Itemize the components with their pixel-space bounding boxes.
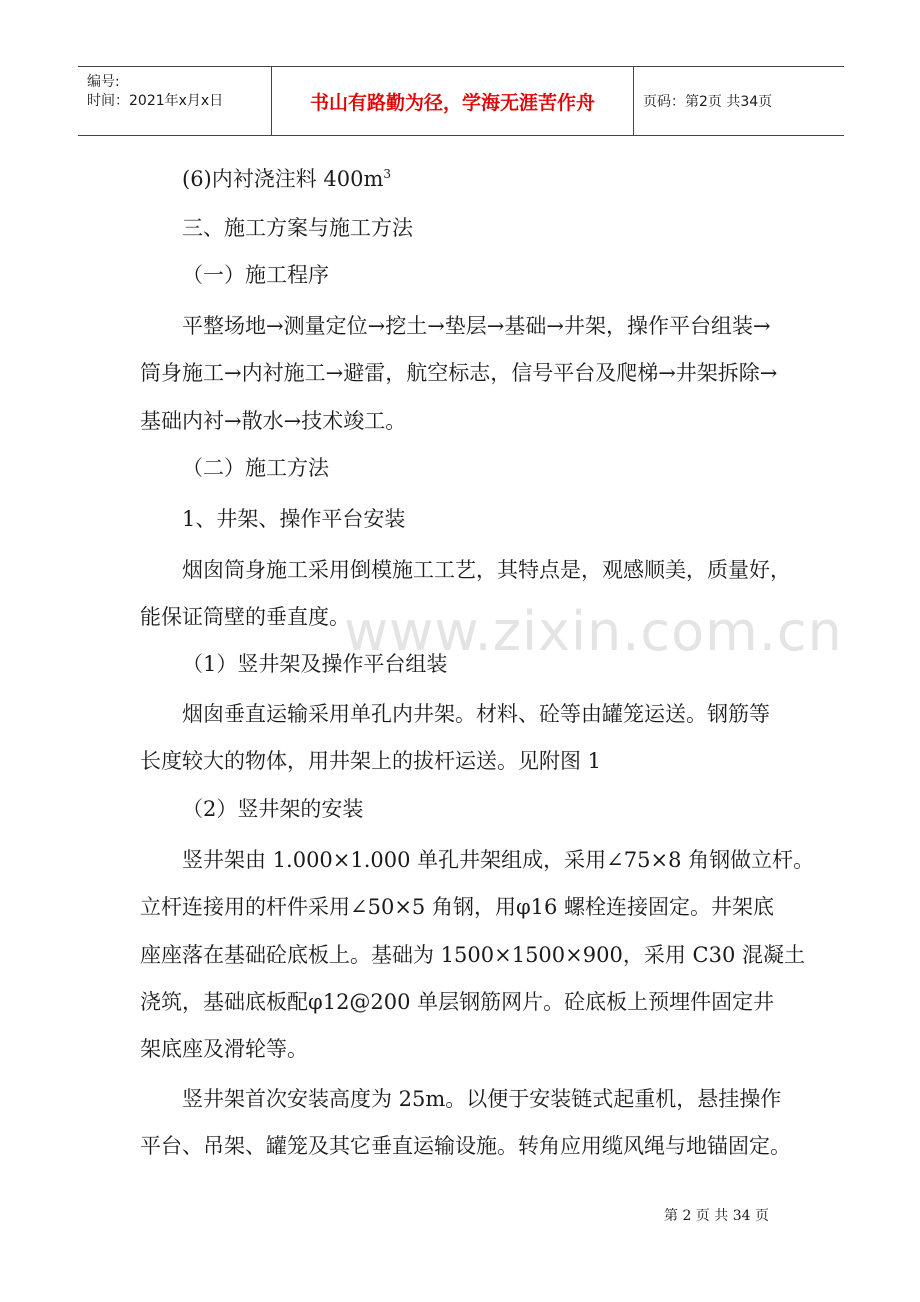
watermark: www.zixin.com.cn bbox=[344, 600, 843, 663]
procedure-line-1: 平整场地→测量定位→挖土→垫层→基础→井架，操作平台组装→ bbox=[182, 314, 771, 338]
paragraph-2-line-2: 长度较大的物体，用井架上的拔杆运送。见附图 1 bbox=[140, 749, 602, 773]
paragraph-2-line-1: 烟囱垂直运输采用单孔内井架。材料、砼等由罐笼运送。钢筋等 bbox=[182, 702, 770, 726]
paragraph-3-line-5: 架底座及滑轮等。 bbox=[140, 1037, 308, 1061]
header-motto-cell bbox=[272, 67, 634, 135]
header-motto: 书山有路勤为径，学海无涯苦作舟 bbox=[309, 92, 595, 114]
paragraph-3-line-2: 立杆连接用的杆件采用∠50×5 角钢，用φ16 螺栓连接固定。井架底 bbox=[140, 895, 775, 919]
subsection-heading-1: （一）施工程序 bbox=[182, 263, 329, 287]
document-date-label: 时间：2021年x月x日 bbox=[87, 93, 224, 109]
procedure-line-2: 筒身施工→内衬施工→避雷，航空标志，信号平台及爬梯→井架拆除→ bbox=[140, 361, 778, 385]
list-item-6-text: (6)内衬浇注料 400m bbox=[182, 167, 384, 191]
list-item-6 bbox=[140, 156, 780, 203]
page-footer: 第 2 页 共 34 页 bbox=[664, 1208, 769, 1224]
paragraph-4-line-2: 平台、吊架、罐笼及其它垂直运输设施。转角应用缆风绳与地锚固定。 bbox=[140, 1134, 791, 1158]
paragraph-1-line-1: 烟囱筒身施工采用倒模施工工艺，其特点是，观感顺美，质量好， bbox=[182, 558, 791, 582]
sub-item-heading-1: （1）竖井架及操作平台组装 bbox=[182, 652, 448, 676]
paragraph-3-line-3: 座座落在基础砼底板上。基础为 1500×1500×900，采用 C30 混凝土 bbox=[140, 943, 805, 967]
paragraph-3-line-1: 竖井架由 1.000×1.000 单孔井架组成，采用∠75×8 角钢做立杆。 bbox=[182, 848, 815, 872]
header-meta-cell bbox=[78, 67, 272, 135]
sub-item-heading-2: （2）竖井架的安装 bbox=[182, 797, 364, 821]
section-heading-3: 三、施工方案与施工方法 bbox=[182, 216, 413, 240]
item-heading-1: 1、井架、操作平台安装 bbox=[182, 507, 406, 531]
subsection-heading-2: （二）施工方法 bbox=[182, 456, 329, 480]
paragraph-4-line-1: 竖井架首次安装高度为 25m。以便于安装链式起重机，悬挂操作 bbox=[182, 1087, 782, 1111]
header-page-number: 页码：第2页 共34页 bbox=[643, 94, 773, 110]
header-page-cell bbox=[634, 67, 844, 135]
paragraph-3-line-4: 浇筑，基础底板配φ12@200 单层钢筋网片。砼底板上预埋件固定井 bbox=[140, 990, 775, 1014]
procedure-line-3: 基础内衬→散水→技术竣工。 bbox=[140, 409, 407, 433]
page-header bbox=[78, 66, 844, 136]
paragraph-1-line-2: 能保证筒壁的垂直度。 bbox=[140, 605, 350, 629]
superscript-3: 3 bbox=[383, 167, 392, 181]
document-number-label: 编号: bbox=[87, 74, 120, 90]
